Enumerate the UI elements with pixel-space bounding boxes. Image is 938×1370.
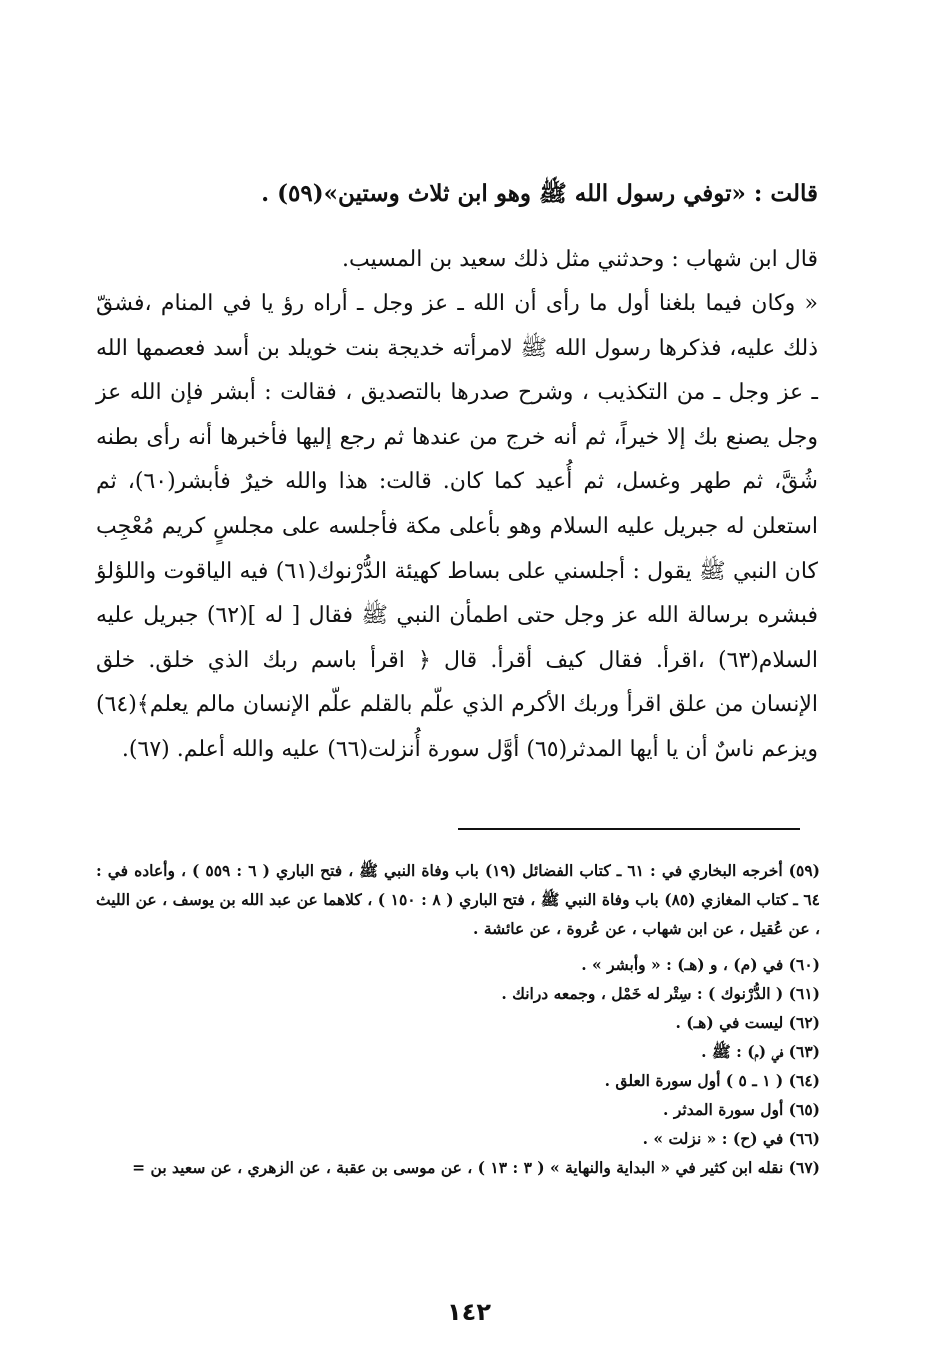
narration-paragraph-1: قال ابن شهاب : وحدثني مثل ذلك سعيد بن المسيب. bbox=[341, 247, 818, 272]
footnotes-section bbox=[96, 856, 820, 1182]
footnote-60: (٦٠) في (م) ، و (هـ) : « وأبشر » . bbox=[581, 955, 820, 974]
footnote-62: (٦٢) ليست في (هـ) . bbox=[675, 1013, 820, 1032]
footnote-67: (٦٧) نقله ابن كثير في « البداية والنهاية » ( ٣ : ١٣ ) ، عن موسى بن عقبة ، عن الزهري ، عن سعيد بن = bbox=[132, 1158, 820, 1177]
narration-paragraph-2: « وكان فيما بلغنا أول ما رأى أن الله ـ عز وجل ـ أراه رؤ يا في المنام ،فشقّ ذلك عليه، فذكرها رسول الله ﷺ لامرأته خديجة بنت خويلد بن أسد فعصمها الله ـ عز وجل ـ من التكذيب ، وشرح صدرها بالتصديق ، فقالت : أبشر فإن الله عز وجل يصنع بك إلا خيراً، ثم أنه خرج من عندها ثم رجع إليها فأخبرها أنه رأى بطنه شُقَّ، ثم طهر وغسل، ثم أُعيد كما كان. قالت: هذا والله خيرٌ فأبشر(٦٠)، ثم استعلن له جبريل عليه السلام وهو بأعلى مكة فأجلسه على مجلسٍ كريم مُعْجِب كان النبي ﷺ يقول : أجلسني على بساط كهيئة الدُّرْنوك(٦١) فيه الياقوت واللؤلؤ فبشره برسالة الله عز وجل حتى اطمأن النبي ﷺ فقال [ له ](٦٢) جبريل عليه السلام(٦٣) ،اقرأ. فقال كيف أقرأ. قال ﴿ اقرأ باسم ربك الذي خلق. خلق الإنسان من علق اقرأ وربك الأكرم الذي علّم بالقلم علّم الإنسان مالم يعلم﴾(٦٤) ويزعم ناسٌ أن يا أيها المدثر(٦٥) أوَّل سورة أُنزلت(٦٦) عليه والله أعلم. (٦٧). bbox=[96, 291, 818, 762]
footnote-63: (٦٣) في (م) : ﷺ . bbox=[701, 1042, 820, 1061]
footnote-59: (٥٩) أخرجه البخاري في : ٦١ ـ كتاب الفضائل (١٩) باب وفاة النبي ﷺ ، فتح الباري ( ٦ : ٥٥٩ ) ، وأعاده في : ٦٤ ـ كتاب المغازي (٨٥) باب وفاة النبي ﷺ ، فتح الباري ( ٨ : ١٥٠ ) ، كلاهما عن عبد الله بن يوسف ، عن الليث ، عن عُقيل ، عن ابن شهاب ، عن عُروة ، عن عائشة . bbox=[96, 861, 821, 938]
footnote-divider bbox=[458, 828, 800, 830]
footnote-64: (٦٤) ( ١ ـ ٥ ) أول سورة العلق . bbox=[604, 1071, 820, 1090]
footnote-65: (٦٥) أول سورة المدثر . bbox=[663, 1100, 820, 1119]
footnote-61: (٦١) ( الدُّرْنوك ) : سِتْر له خَمْل ، وجمعه درانك . bbox=[501, 984, 820, 1003]
page-number: ١٤٢ bbox=[447, 1298, 491, 1326]
footnote-66: (٦٦) في (ح) : « نزلت » . bbox=[642, 1129, 820, 1148]
hadith-intro-line: قالت : «توفي رسول الله ﷺ وهو ابن ثلاث وستين»(٥٩) . bbox=[261, 180, 818, 207]
